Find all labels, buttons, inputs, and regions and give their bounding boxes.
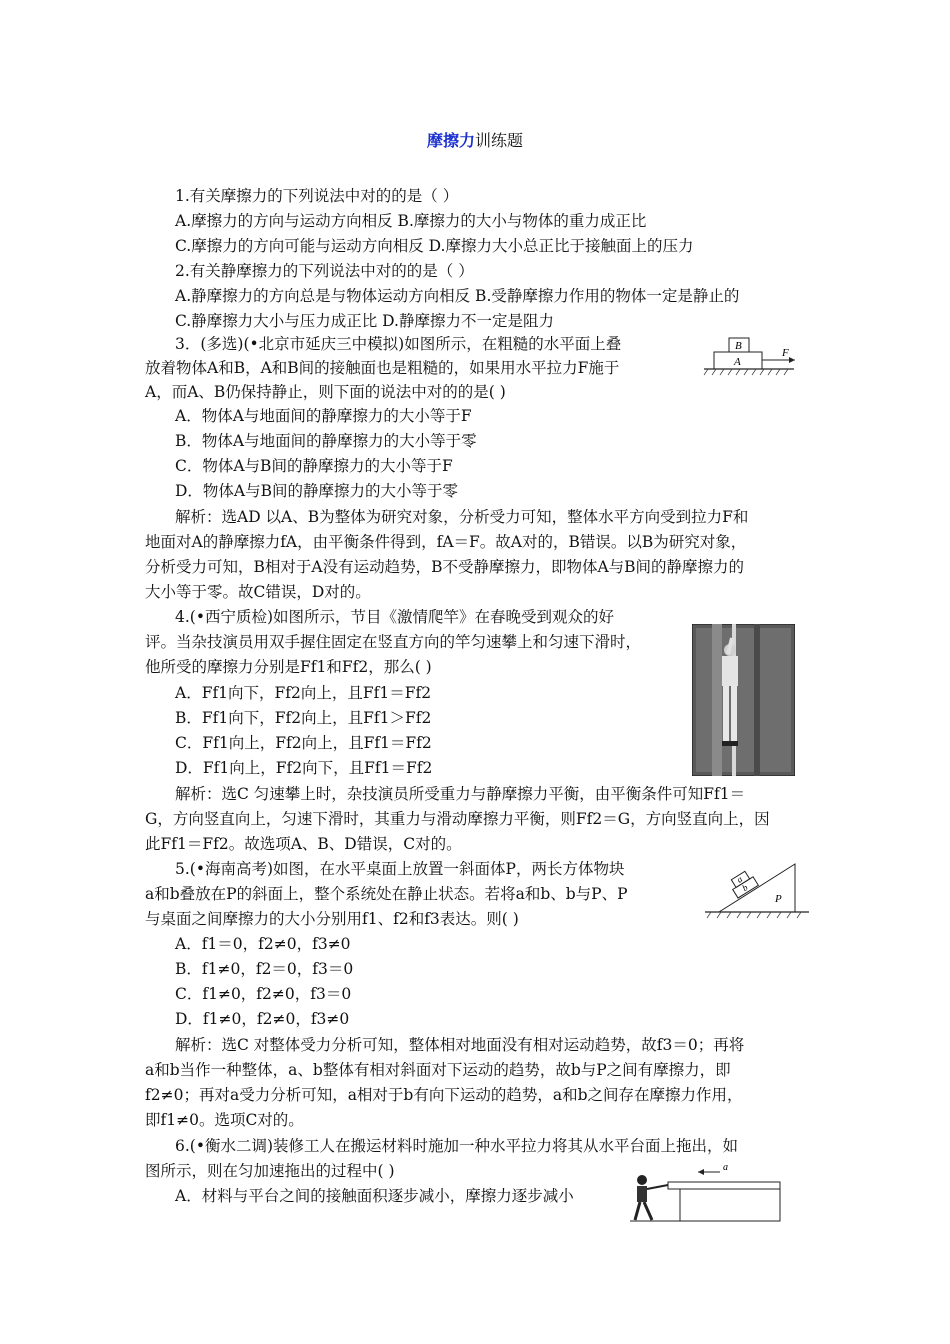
text-line: 2.有关静摩擦力的下列说法中对的的是（ ） — [175, 262, 474, 280]
text-line: 放着物体A和B，A和B间的接触面也是粗糙的，如果用水平拉力F施于 — [145, 359, 620, 377]
text-line: a和b当作一种整体，a、b整体有相对斜面对下运动的趋势，故b与P之间有摩擦力，即 — [145, 1061, 731, 1079]
text-line: C.静摩擦力大小与压力成正比 D.静摩擦力不一定是阻力 — [175, 312, 554, 330]
text-line: 分析受力可知，B相对于A没有运动趋势，B不受静摩擦力，即物体A与B间的静摩擦力的 — [145, 558, 745, 576]
text-line: 大小等于零。故C错误，D对的。 — [145, 583, 371, 601]
text-line: C.摩擦力的方向可能与运动方向相反 D.摩擦力大小总正比于接触面上的压力 — [175, 237, 694, 255]
text-line: A．Ff1向下，Ff2向上，且Ff1＝Ff2 — [175, 684, 432, 702]
text-line: 地面对A的静摩擦力fA，由平衡条件得到，fA＝F。故A对的，B错误。以B为研究对象， — [145, 533, 747, 551]
text-line: 3．(多选)(•北京市延庆三中模拟)如图所示，在粗糙的水平面上叠 — [175, 335, 622, 353]
figure-q3-blocks — [700, 332, 802, 382]
text-line: B．物体A与地面间的静摩擦力的大小等于零 — [175, 432, 477, 450]
text-line: 即f1≠0。选项C对的。 — [145, 1111, 304, 1129]
label-block-a: A — [734, 356, 741, 368]
text-line: C．f1≠0，f2≠0，f3＝0 — [175, 985, 352, 1003]
text-line: 解析：选C 对整体受力分析可知，整体相对地面没有相对运动趋势，故f3＝0；再将 — [175, 1036, 745, 1054]
text-line: 评。当杂技演员用双手握住固定在竖直方向的竿匀速攀上和匀速下滑时， — [145, 633, 642, 651]
figure-q6-worker — [630, 1160, 790, 1226]
text-line: 5.(•海南高考)如图，在水平桌面上放置一斜面体P，两长方体物块 — [175, 860, 625, 878]
text-line: 解析：选AD 以A、B为整体为研究对象，分析受力可知，整体水平方向受到拉力F和 — [175, 508, 749, 526]
text-line: A.静摩擦力的方向总是与物体运动方向相反 B.受静摩擦力作用的物体一定是静止的 — [175, 287, 740, 305]
text-line: 6.(•衡水二调)装修工人在搬运材料时施加一种水平拉力将其从水平台面上拖出，如 — [175, 1137, 739, 1155]
text-line: 他所受的摩擦力分别是Ff1和Ff2，那么( ) — [145, 658, 432, 676]
text-line: D．f1≠0，f2≠0，f3≠0 — [175, 1010, 350, 1028]
title-highlight: 摩擦力 — [426, 131, 475, 150]
text-line: G，方向竖直向上，匀速下滑时，其重力与滑动摩擦力平衡，则Ff2＝G，方向竖直向上，因 — [145, 810, 770, 828]
text-line: B．f1≠0，f2＝0，f3＝0 — [175, 960, 354, 978]
label-force-f: F — [782, 347, 789, 359]
page-title — [0, 128, 950, 151]
text-line: B．Ff1向下，Ff2向上，且Ff1＞Ff2 — [175, 709, 432, 727]
text-line: a和b叠放在P的斜面上，整个系统处在静止状态。若将a和b、b与P、P — [145, 885, 628, 903]
label-block-b: B — [735, 340, 742, 352]
text-line: D．Ff1向上，Ff2向下，且Ff1＝Ff2 — [175, 759, 433, 777]
text-line: 1.有关摩擦力的下列说法中对的的是（ ） — [175, 187, 459, 205]
label-block-b-small: b — [740, 882, 750, 894]
text-line: 4.(•西宁质检)如图所示，节目《激情爬竿》在春晚受到观众的好 — [175, 608, 615, 626]
text-line: D．物体A与B间的静摩擦力的大小等于零 — [175, 482, 459, 500]
text-line: f2≠0；再对a受力分析可知，a相对于b有向下运动的趋势，a和b之间存在摩擦力作用， — [145, 1086, 743, 1104]
text-line: A．物体A与地面间的静摩擦力的大小等于F — [175, 407, 472, 425]
figure-q5-incline — [705, 856, 811, 920]
photo-pole-climber — [692, 624, 795, 776]
text-line: A.摩擦力的方向与运动方向相反 B.摩擦力的大小与物体的重力成正比 — [175, 212, 647, 230]
label-block-a-small: a — [735, 873, 745, 885]
text-line: A，而A、B仍保持静止，则下面的说法中对的的是( ) — [145, 383, 506, 401]
label-accel-a: a — [723, 1162, 728, 1173]
text-line: C．Ff1向上，Ff2向上，且Ff1＝Ff2 — [175, 734, 432, 752]
text-line: 此Ff1＝Ff2。故选项A、B、D错误，C对的。 — [145, 835, 462, 853]
label-wedge-p: P — [775, 893, 782, 905]
title-rest: 训练题 — [475, 131, 524, 150]
text-line: A．f1＝0，f2≠0，f3≠0 — [175, 935, 351, 953]
text-line: A．材料与平台之间的接触面积逐步减小，摩擦力逐步减小 — [175, 1187, 574, 1205]
text-line: C．物体A与B间的静摩擦力的大小等于F — [175, 457, 453, 475]
text-line: 图所示，则在匀加速拖出的过程中( ) — [145, 1162, 395, 1180]
text-line: 解析：选C 匀速攀上时，杂技演员所受重力与静摩擦力平衡，由平衡条件可知Ff1＝ — [175, 785, 746, 803]
text-line: 与桌面之间摩擦力的大小分别用f1、f2和f3表达。则( ) — [145, 910, 519, 928]
